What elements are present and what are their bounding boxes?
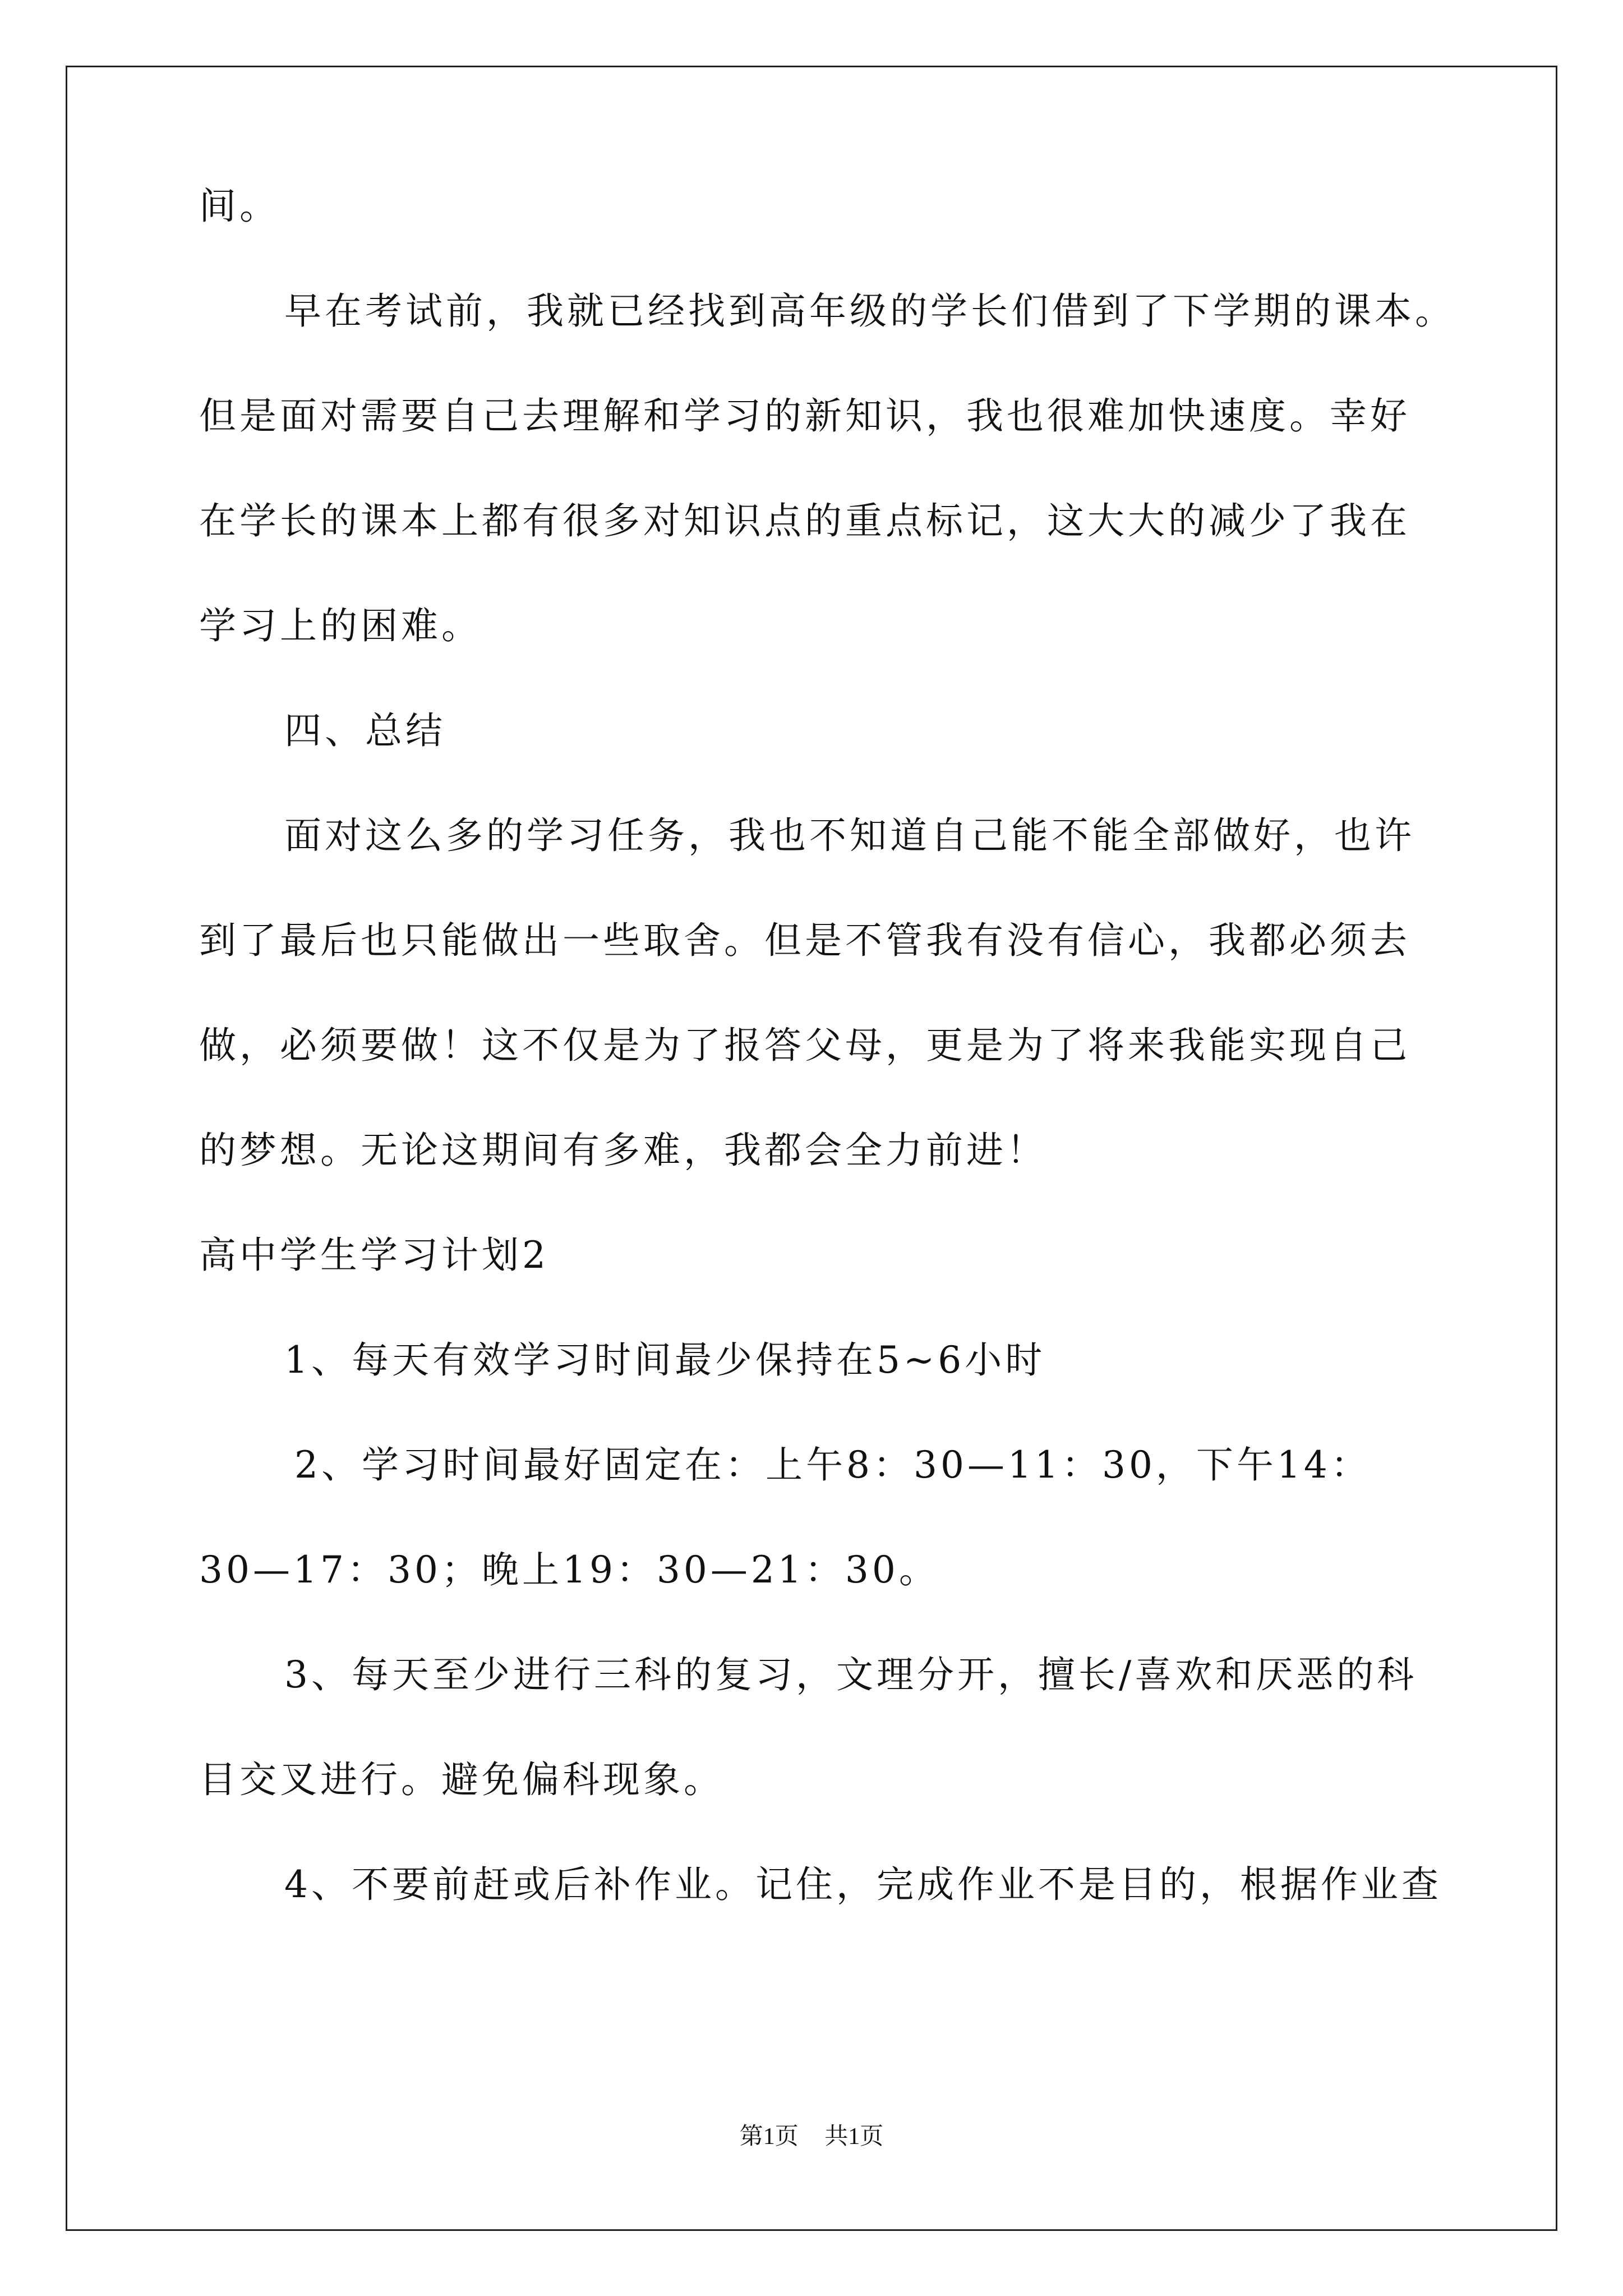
list-item-continued: 目交叉进行。避免偏科现象。 [199,1758,724,1801]
paragraph-line: 面对这么多的学习任务，我也不知道自己能不能全部做好，也许 [284,814,1415,857]
paragraph-line: 在学长的课本上都有很多对知识点的重点标记，这大大的减少了我在 [199,499,1410,542]
section-heading: 四、总结 [284,709,446,752]
paragraph-line: 间。 [199,185,280,228]
page-number: 第1页 [739,2124,799,2150]
paragraph-line: 学习上的困难。 [199,604,482,647]
document-body [199,181,1455,1964]
paragraph-line: 的梦想。无论这期间有多难，我都会全力前进！ [199,1129,1047,1172]
list-item-continued: 30—17：30；晚上19：30—21：30。 [199,1548,939,1591]
paragraph-line: 到了最后也只能做出一些取舍。但是不管我有没有信心，我都必须去 [199,919,1410,962]
list-item: 2、学习时间最好固定在：上午8：30—11：30，下午14： [294,1443,1371,1487]
paragraph-line: 但是面对需要自己去理解和学习的新知识，我也很难加快速度。幸好 [199,394,1410,438]
page-total: 共1页 [824,2124,884,2150]
list-item: 4、不要前赶或后补作业。记住，完成作业不是目的，根据作业查 [284,1863,1442,1906]
paragraph-line: 早在考试前，我就已经找到高年级的学长们借到了下学期的课本。 [284,289,1455,333]
page-footer [0,2121,1623,2152]
document-subtitle: 高中学生学习计划2 [199,1234,549,1277]
list-item: 1、每天有效学习时间最少保持在5~6小时 [284,1338,1046,1382]
list-item: 3、每天至少进行三科的复习，文理分开，擅长/喜欢和厌恶的科 [284,1653,1418,1696]
paragraph-line: 做，必须要做！这不仅是为了报答父母，更是为了将来我能实现自己 [199,1024,1410,1067]
